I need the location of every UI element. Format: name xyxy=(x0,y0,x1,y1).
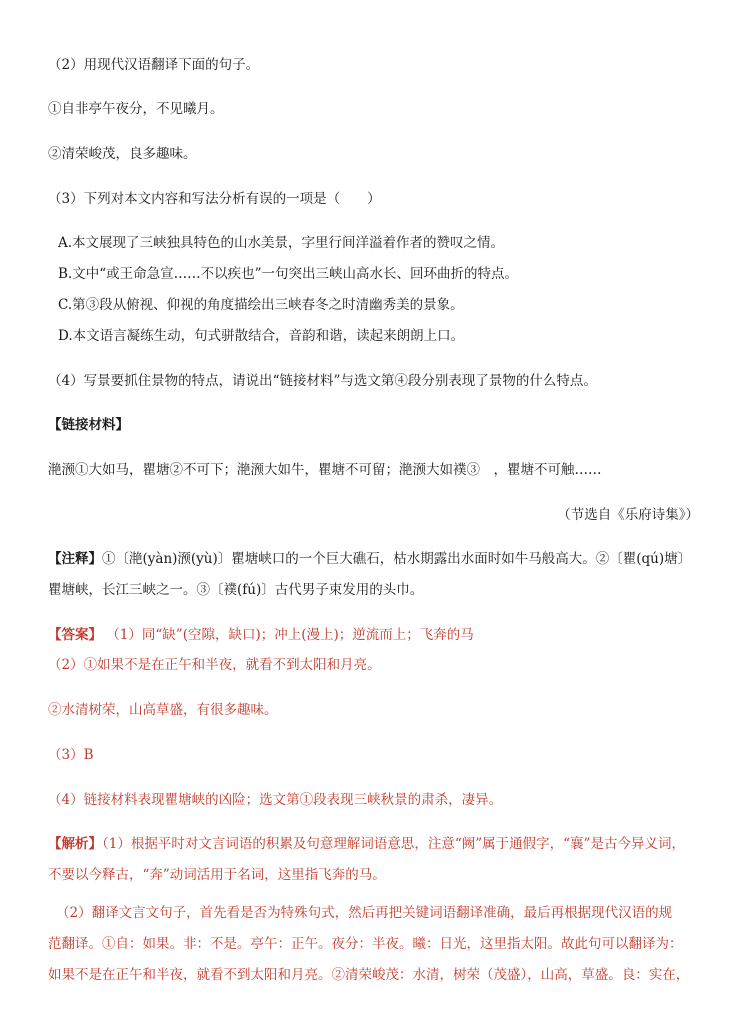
analysis-p1-2: 不要以今释古，“奔”动词活用于名词，这里指飞奔的马。 xyxy=(48,867,386,883)
q3-option-b: B.文中“或王命急宣……不以疾也”一句突出三峡山高水长、回环曲折的特点。 xyxy=(58,266,519,282)
answer-label: 【答案】 xyxy=(48,627,102,643)
analysis-p2-3: 如果不是在正午和半夜，就看不到太阳和月亮。②清荣峻茂：水清，树荣（茂盛），山高，草盛。良：实在， xyxy=(48,967,690,983)
analysis-p2-1: （2）翻译文言文句子，首先看是否为特殊句式，然后再把关键词语翻译准确，最后再根据现代汉语的规 xyxy=(56,905,673,921)
answer-line-1 xyxy=(48,624,701,646)
link-material-source: （节选自《乐府诗集》） xyxy=(557,507,699,523)
answer-4: （4）链接材料表现瞿塘峡的凶险；选文第①段表现三峡秋景的肃杀，凄异。 xyxy=(48,792,503,808)
link-material-text: 滟滪①大如马，瞿塘②不可下；滟滪大如牛，瞿塘不可留；滟滪大如襆③ ，瞿塘不可触…… xyxy=(48,462,602,478)
answer-2-sentence-1: （2）①如果不是在正午和半夜，就看不到太阳和月亮。 xyxy=(48,657,381,673)
q2-heading: （2）用现代汉语翻译下面的句子。 xyxy=(48,57,260,73)
notes-text-1: ①〔滟(yàn)滪(yù)〕瞿塘峡口的一个巨大礁石，枯水期露出水面时如牛马般高大。②〔瞿(qú)塘〕 xyxy=(102,551,692,567)
q2-sentence-2: ②清荣峻茂，良多趣味。 xyxy=(48,146,197,162)
q3-option-d: D.本文语言凝练生动，句式骈散结合，音韵和谐，读起来朗朗上口。 xyxy=(58,328,465,344)
answer-3: （3）B xyxy=(48,747,94,763)
analysis-p1-1: （1）根据平时对文言词语的积累及句意理解词语意思，注意“阙”属于通假字，“襄”是古今异义词， xyxy=(102,836,685,852)
analysis-line-1 xyxy=(48,833,701,855)
q4-heading: （4）写景要抓住景物的特点，请说出“链接材料”与选文第④段分别表现了景物的什么特点。 xyxy=(48,373,597,389)
link-material-title: 【链接材料】 xyxy=(48,417,129,433)
q3-heading: （3）下列对本文内容和写法分析有误的一项是（ ） xyxy=(48,191,381,207)
analysis-label: 【解析】 xyxy=(48,836,102,852)
notes-label: 【注释】 xyxy=(48,551,102,567)
answer-1: （1）同“缺”(空隙，缺口)；冲上(漫上)；逆流而上；飞奔的马 xyxy=(106,627,474,643)
answer-2-sentence-2: ②水清树荣，山高草盛，有很多趣味。 xyxy=(48,702,278,718)
notes-line-2: 瞿塘峡，长江三峡之一。③〔襆(fú)〕古代男子束发用的头巾。 xyxy=(48,582,424,598)
q3-option-a: A.本文展现了三峡独具特色的山水美景，字里行间洋溢着作者的赞叹之情。 xyxy=(58,235,505,251)
q2-sentence-1: ①自非亭午夜分，不见曦月。 xyxy=(48,101,224,117)
notes-line-1 xyxy=(48,548,701,570)
analysis-p2-2: 范翻译。①自：如果。非：不是。亭午：正午。夜分：半夜。曦：日光，这里指太阳。故此句可以翻译为： xyxy=(48,936,683,952)
q3-option-c: C.第③段从俯视、仰视的角度描绘出三峡春冬之时清幽秀美的景象。 xyxy=(58,297,464,313)
